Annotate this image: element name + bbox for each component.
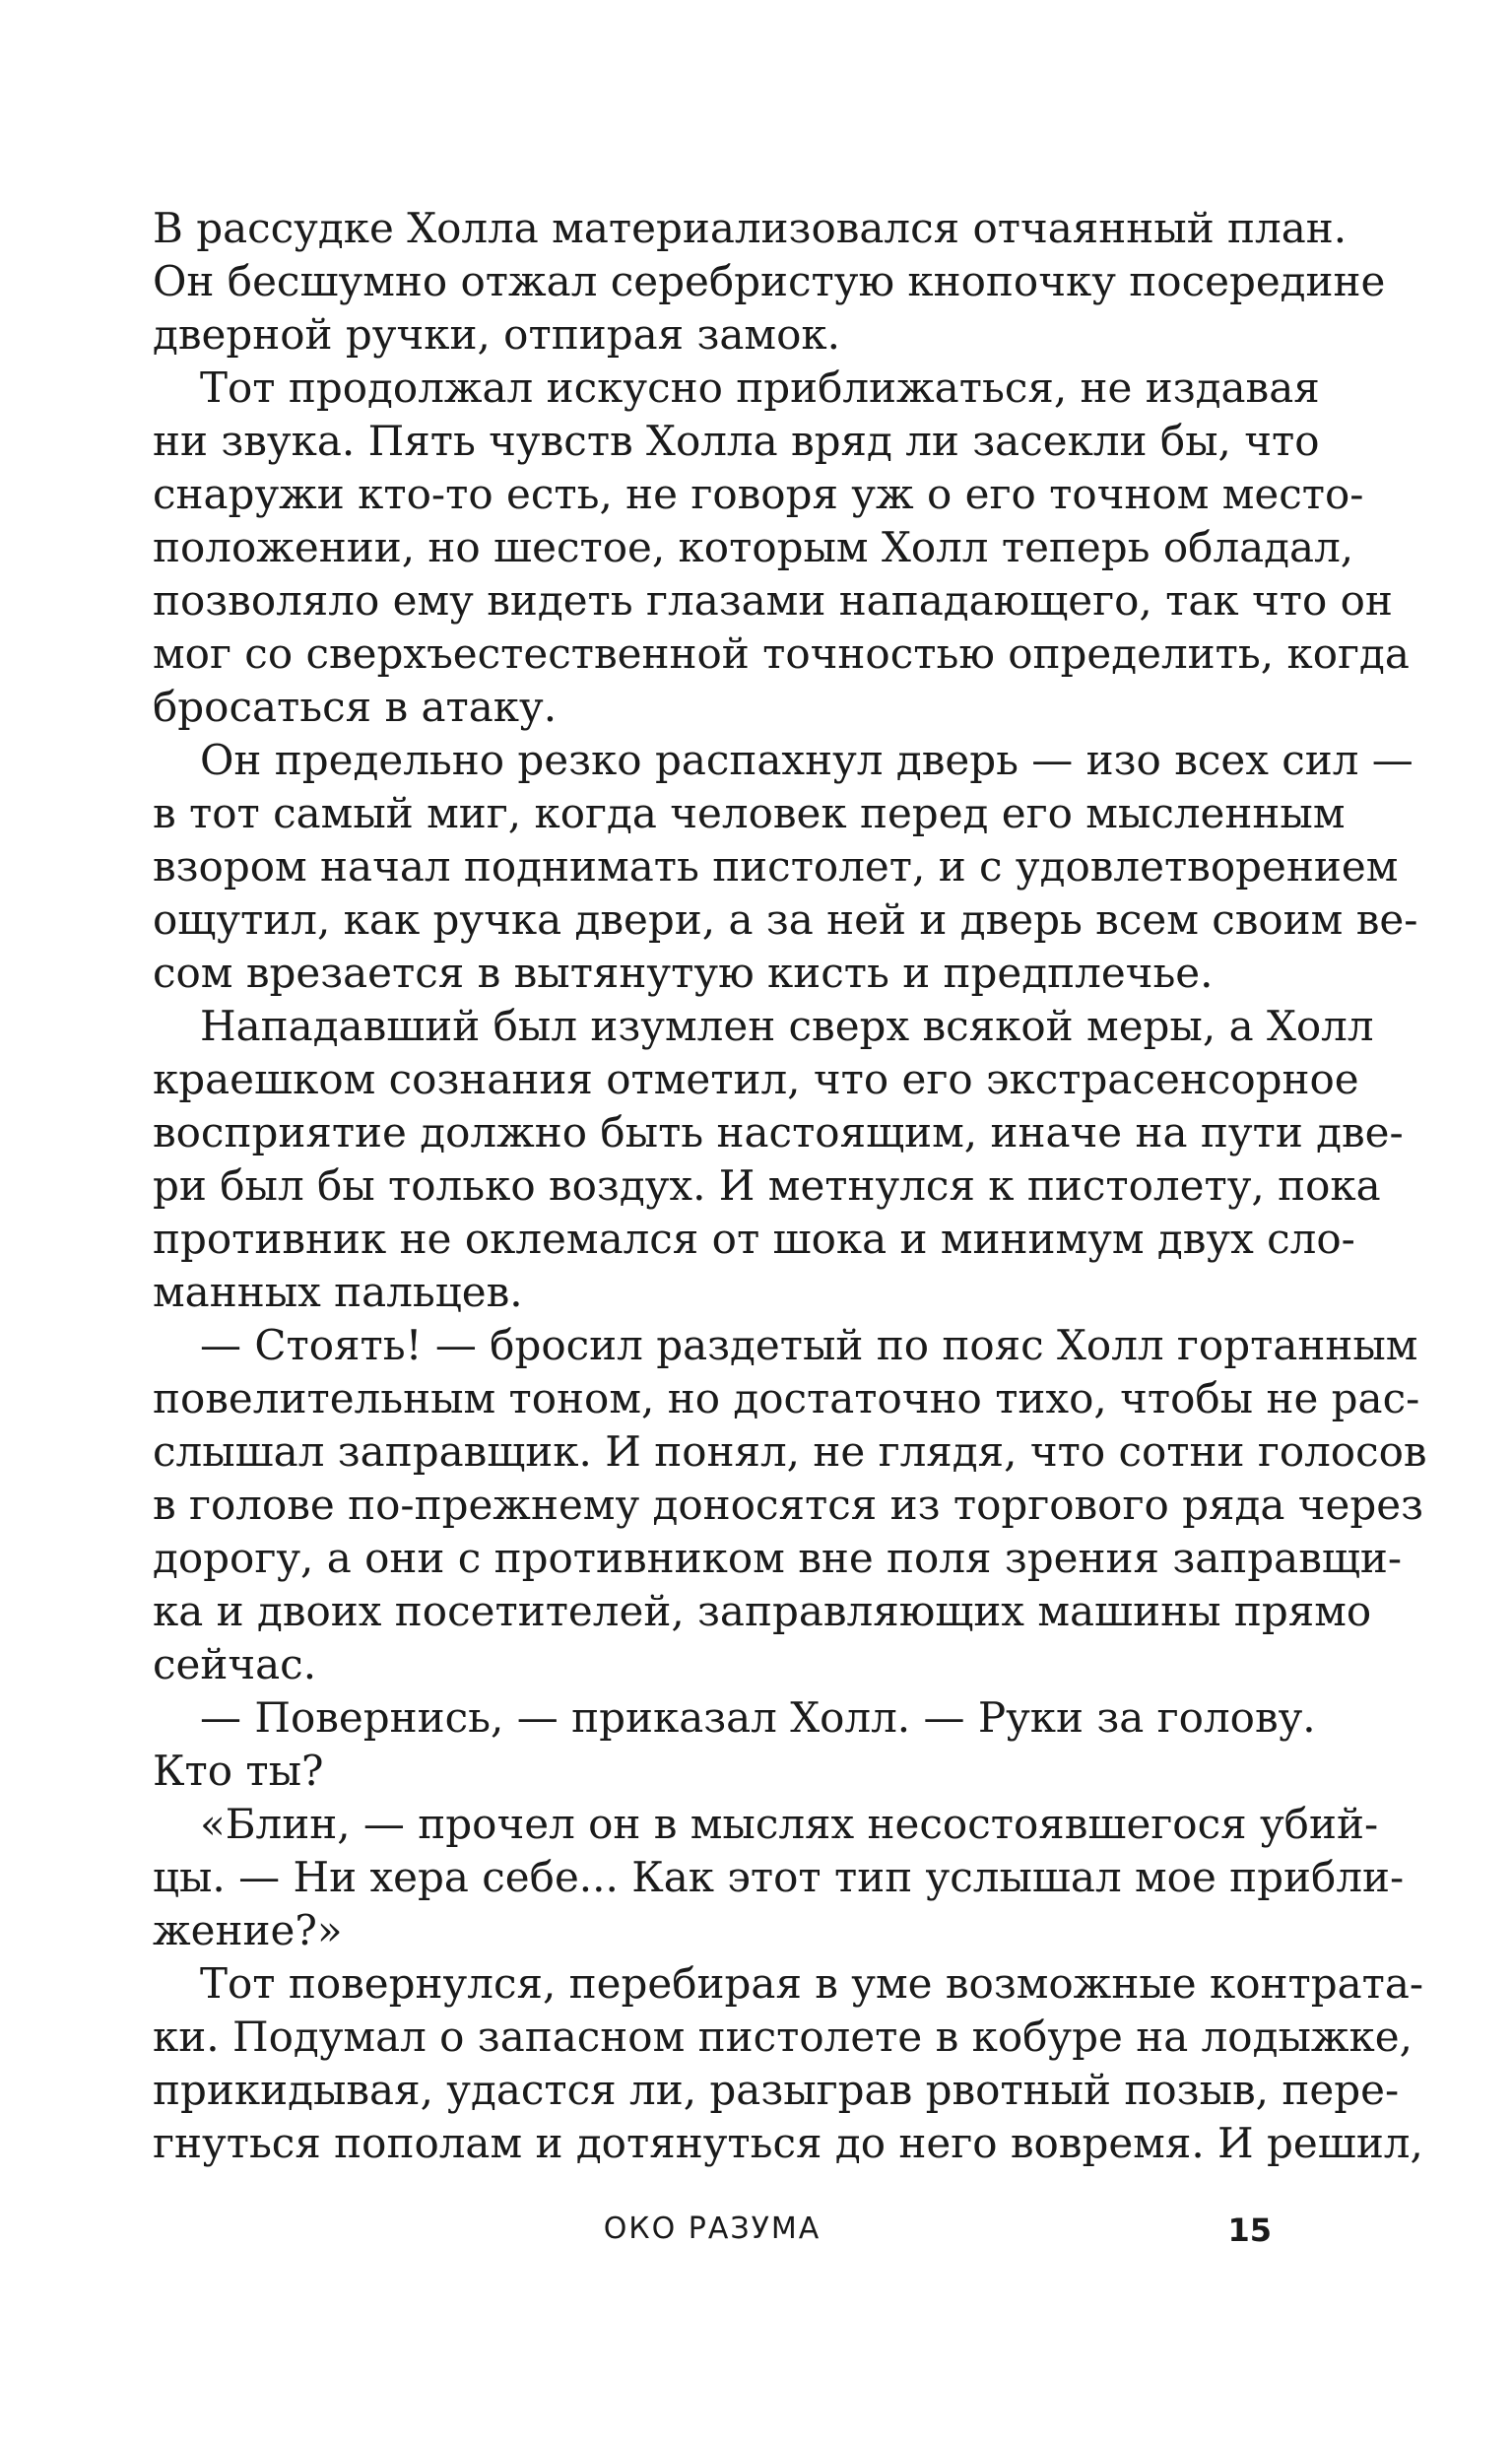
text-line: мог со сверхъестественной точностью определить, когда (153, 629, 1410, 678)
text-line: прикидывая, удастся ли, разыграв рвотный позыв, пере- (153, 2066, 1400, 2114)
text-line: ри был бы только воздух. И метнулся к пистолету, пока (153, 1161, 1381, 1210)
text-line: Тот продолжал искусно приближаться, не издавая (200, 363, 1320, 412)
page-footer (153, 2212, 1272, 2261)
text-line: в голове по-прежнему доносятся из торгового ряда через (153, 1481, 1424, 1529)
text-line: сейчас. (153, 1640, 317, 1688)
text-line: «Блин, — прочел он в мыслях несостоявшегося убий- (200, 1800, 1379, 1848)
running-title: ОКО РАЗУМА (603, 2212, 822, 2246)
text-line: ощутил, как ручка двери, а за ней и дверь всем своим ве- (153, 895, 1418, 944)
text-line: противник не оклемался от шока и минимум двух сло- (153, 1215, 1355, 1263)
text-line: повелительным тоном, но достаточно тихо, чтобы не рас- (153, 1374, 1420, 1422)
text-line: взором начал поднимать пистолет, и с удовлетворением (153, 842, 1399, 891)
text-line: восприятие должно быть настоящим, иначе на пути две- (153, 1108, 1404, 1156)
text-line: гнуться пополам и дотянуться до него вовремя. И решил, (153, 2119, 1423, 2167)
text-line: ки. Подумал о запасном пистолете в кобуре на лодыжке, (153, 2013, 1413, 2061)
text-line: — Повернись, — приказал Холл. — Руки за голову. (200, 1693, 1316, 1742)
text-line: манных пальцев. (153, 1268, 523, 1316)
page-number: 15 (1227, 2212, 1272, 2249)
text-line: сом врезается в вытянутую кисть и предплечье. (153, 949, 1214, 997)
text-line: Он бесшумно отжал серебристую кнопочку посередине (153, 257, 1386, 305)
body-text (153, 202, 1427, 2170)
text-line: ка и двоих посетителей, заправляющих машины прямо (153, 1587, 1372, 1635)
text-line: Кто ты? (153, 1747, 324, 1795)
text-line: ни звука. Пять чувств Холла вряд ли засекли бы, что (153, 417, 1320, 465)
text-line: снаружи кто-то есть, не говоря уж о его точном место- (153, 470, 1364, 518)
text-line: дверной ручки, отпирая замок. (153, 310, 840, 359)
text-line: Нападавший был изумлен сверх всякой меры, а Холл (200, 1002, 1374, 1050)
text-line: — Стоять! — бросил раздетый по пояс Холл гортанным (200, 1321, 1418, 1369)
text-line: жение?» (153, 1906, 343, 1954)
text-line: позволяло ему видеть глазами нападающего, так что он (153, 576, 1393, 625)
text-line: положении, но шестое, которым Холл теперь обладал, (153, 523, 1354, 571)
text-line: в тот самый миг, когда человек перед его мысленным (153, 789, 1346, 837)
text-line: слышал заправщик. И понял, не глядя, что сотни голосов (153, 1427, 1427, 1476)
text-line: цы. — Ни хера себе... Как этот тип услышал мое прибли- (153, 1853, 1405, 1901)
text-line: Тот повернулся, перебирая в уме возможные контрата- (200, 1959, 1424, 2008)
text-line: Он предельно резко распахнул дверь — изо всех сил — (200, 736, 1413, 784)
text-line: дорогу, а они с противником вне поля зрения заправщи- (153, 1534, 1403, 1582)
text-line: бросаться в атаку. (153, 683, 558, 731)
text-line: В рассудке Холла материализовался отчаянный план. (153, 204, 1348, 252)
text-line: краешком сознания отметил, что его экстрасенсорное (153, 1055, 1359, 1103)
